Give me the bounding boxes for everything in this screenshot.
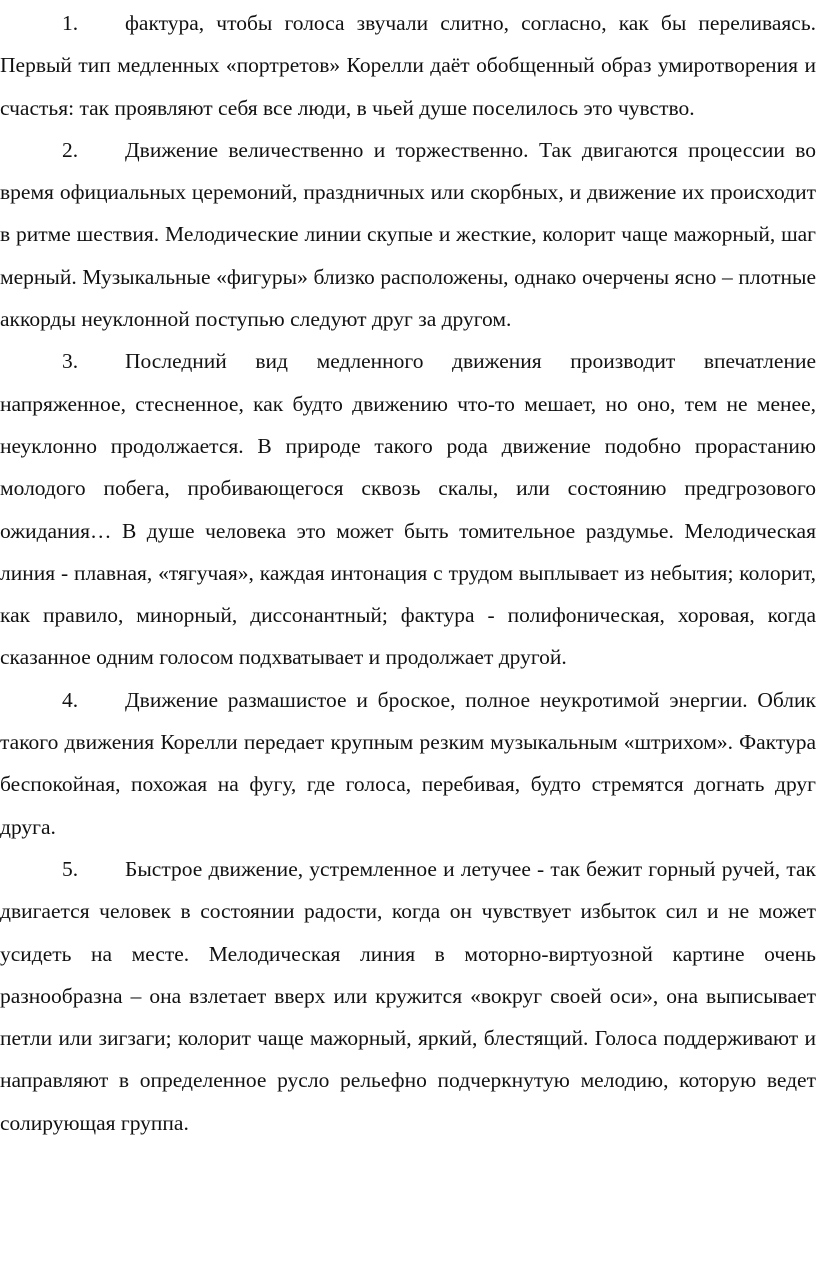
paragraph-number: 3.: [62, 349, 79, 374]
paragraph-text: Движение размашистое и броское, полное неукротимой энергии. Облик такого движения Корелли передает крупным резким музыкальным «штрихом». Фактура беспокойная, похожая на фугу, где голоса, перебивая, будто стремятся догнать друг друга.: [0, 687, 816, 839]
paragraph-text: Последний вид медленного движения производит впечатление напряженное, стесненное, как будто движению что-то мешает, но оно, тем не менее, неуклонно продолжается. В природе такого рода движение подобно прорастанию молодого побега, пробивающегося сквозь скалы, или состоянию предгрозового ожидания… В душе человека это может быть томительное раздумье. Мелодическая линия - плавная, «тягучая», каждая интонация с трудом выплывает из небытия; колорит, как правило, минорный, диссонантный; фактура - полифоническая, хоровая, когда сказанное одним голосом подхватывает и продолжает другой.: [0, 349, 816, 670]
paragraph-3: [0, 340, 816, 678]
paragraph-2: [0, 129, 816, 340]
paragraph-text: фактура, чтобы голоса звучали слитно, согласно, как бы переливаясь. Первый тип медленных «портретов» Корелли даёт обобщенный образ умиротворения и счастья: так проявляют себя все люди, в чьей душе поселилось это чувство.: [0, 11, 816, 120]
paragraph-number: 5.: [62, 856, 79, 881]
paragraph-1: [0, 2, 816, 129]
paragraph-5: [0, 848, 816, 1144]
paragraph-number: 2.: [62, 137, 79, 162]
paragraph-number: 4.: [62, 687, 79, 712]
paragraph-text: Движение величественно и торжественно. Так двигаются процессии во время официальных церемоний, праздничных или скорбных, и движение их происходит в ритме шествия. Мелодические линии скупые и жесткие, колорит чаще мажорный, шаг мерный. Музыкальные «фигуры» близко расположены, однако очерчены ясно – плотные аккорды неуклонной поступью следуют друг за другом.: [0, 137, 816, 332]
paragraph-text: Быстрое движение, устремленное и летучее - так бежит горный ручей, так двигается человек в состоянии радости, когда он чувствует избыток сил и не может усидеть на месте. Мелодическая линия в моторно-виртуозной картине очень разнообразна – она взлетает вверх или кружится «вокруг своей оси», она выписывает петли или зигзаги; колорит чаще мажорный, яркий, блестящий. Голоса поддерживают и направляют в определенное русло рельефно подчеркнутую мелодию, которую ведет солирующая группа.: [0, 856, 816, 1135]
paragraph-number: 1.: [62, 11, 79, 35]
paragraph-4: [0, 679, 816, 848]
